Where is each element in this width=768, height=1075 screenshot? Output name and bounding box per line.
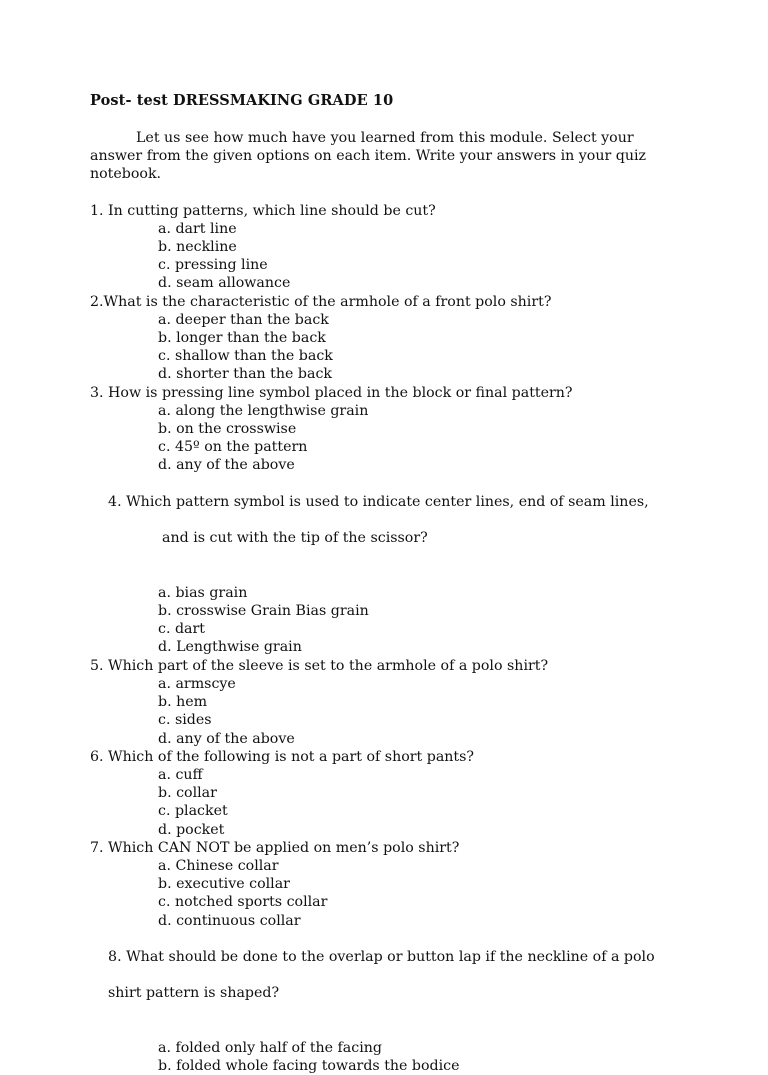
question-3-option-a: a. along the lengthwise grain <box>158 402 369 419</box>
question-4-text: 4. Which pattern symbol is used to indicate center lines, end of seam lines, <box>108 493 649 510</box>
question-8-option-b: b. folded whole facing towards the bodice <box>158 1058 460 1075</box>
question-5-option-d: d. any of the above <box>158 730 295 747</box>
question-8-text-continued: shirt pattern is shaped? <box>108 985 280 1002</box>
question-4 <box>90 475 690 584</box>
question-2-option-b: b. longer than the back <box>158 330 326 347</box>
question-3-option-b: b. on the crosswise <box>158 421 297 438</box>
question-3: 3. How is pressing line symbol placed in the block or final pattern? <box>90 384 573 401</box>
question-7-option-b: b. executive collar <box>158 876 290 893</box>
question-1-option-b: b. neckline <box>158 239 237 256</box>
question-1-option-d: d. seam allowance <box>158 275 291 292</box>
question-8-option-a: a. folded only half of the facing <box>158 1039 382 1056</box>
question-6-option-d: d. pocket <box>158 821 225 838</box>
question-1-option-c: c. pressing line <box>158 257 268 274</box>
question-2-option-c: c. shallow than the back <box>158 348 333 365</box>
question-7-option-d: d. continuous collar <box>158 912 301 929</box>
question-7: 7. Which CAN NOT be applied on men’s polo shirt? <box>90 839 460 856</box>
question-6: 6. Which of the following is not a part of short pants? <box>90 748 475 765</box>
question-1: 1. In cutting patterns, which line should be cut? <box>90 202 436 219</box>
question-8 <box>90 930 690 1039</box>
question-5-option-a: a. armscye <box>158 675 236 692</box>
document-title: Post- test DRESSMAKING GRADE 10 <box>90 92 394 109</box>
question-5: 5. Which part of the sleeve is set to the armhole of a polo shirt? <box>90 657 549 674</box>
intro-paragraph: Let us see how much have you learned from this module. Select your answer from the given options on each item. Write your answers in your quiz notebook. <box>90 130 646 183</box>
question-4-option-c: c. dart <box>158 621 205 638</box>
question-2-option-d: d. shorter than the back <box>158 366 333 383</box>
question-7-option-a: a. Chinese collar <box>158 857 279 874</box>
question-4-text-continued: and is cut with the tip of the scissor? <box>162 530 428 547</box>
document-page <box>90 92 690 1075</box>
question-2: 2.What is the characteristic of the armhole of a front polo shirt? <box>90 293 552 310</box>
question-5-option-b: b. hem <box>158 694 208 711</box>
question-4-option-d: d. Lengthwise grain <box>158 639 302 656</box>
question-6-option-c: c. placket <box>158 803 228 820</box>
question-2-option-a: a. deeper than the back <box>158 311 329 328</box>
question-7-option-c: c. notched sports collar <box>158 894 328 911</box>
question-6-option-a: a. cuff <box>158 766 203 783</box>
question-3-option-c: c. 45º on the pattern <box>158 439 308 456</box>
question-4-option-a: a. bias grain <box>158 584 248 601</box>
question-8-text: 8. What should be done to the overlap or button lap if the neckline of a polo <box>108 948 655 965</box>
question-6-option-b: b. collar <box>158 785 217 802</box>
question-3-option-d: d. any of the above <box>158 457 295 474</box>
question-4-option-b: b. crosswise Grain Bias grain <box>158 603 369 620</box>
question-5-option-c: c. sides <box>158 712 212 729</box>
question-1-option-a: a. dart line <box>158 220 237 237</box>
